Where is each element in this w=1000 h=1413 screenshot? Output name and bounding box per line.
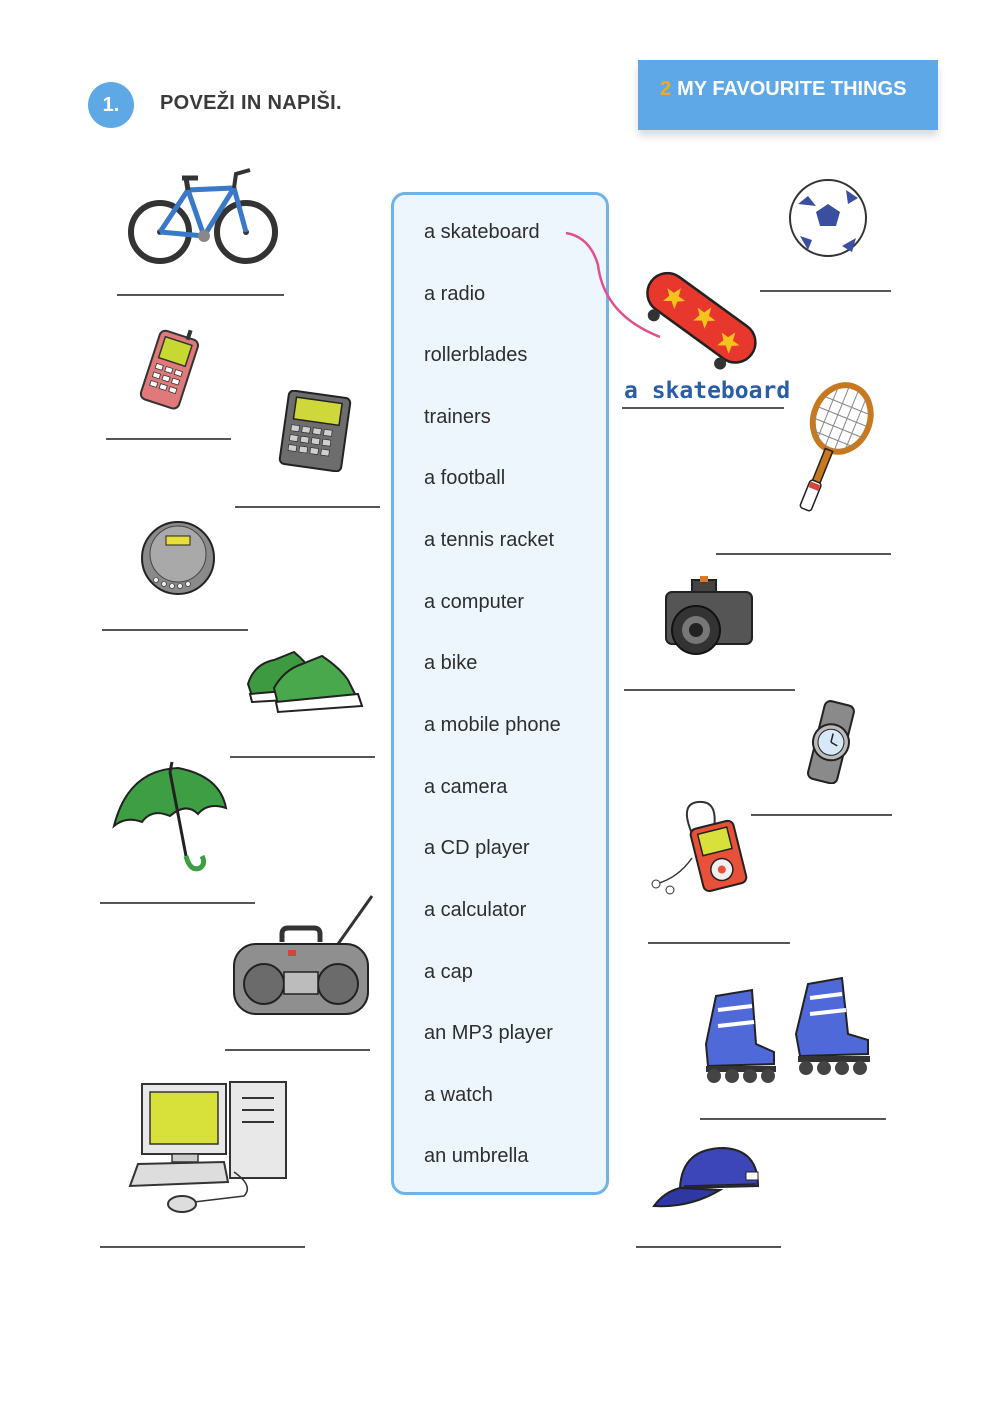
exercise-instruction: POVEŽI IN NAPIŠI.: [160, 92, 342, 114]
word-item[interactable]: an MP3 player: [424, 1022, 553, 1044]
answer-line-tennis-racket[interactable]: [716, 553, 891, 555]
banner-title: MY FAVOURITE THINGS: [677, 78, 907, 100]
trainers-picture: [244, 644, 366, 718]
answer-line-computer[interactable]: [100, 1246, 305, 1248]
answer-line-mp3-player[interactable]: [648, 942, 790, 944]
answer-line-radio[interactable]: [225, 1049, 370, 1051]
word-item[interactable]: a CD player: [424, 837, 530, 859]
answer-line-rollerblades[interactable]: [700, 1118, 886, 1120]
answer-line-football[interactable]: [760, 290, 891, 292]
camera-picture: [662, 574, 756, 658]
banner-text: [660, 78, 906, 101]
umbrella-picture: [108, 760, 232, 878]
word-item[interactable]: a mobile phone: [424, 714, 561, 736]
calculator-picture: [276, 390, 354, 472]
word-item[interactable]: a calculator: [424, 899, 527, 921]
mp3-player-picture: [648, 798, 752, 902]
exercise-number: 1.: [88, 82, 134, 128]
word-item[interactable]: rollerblades: [424, 344, 528, 366]
word-item[interactable]: trainers: [424, 406, 491, 428]
word-item[interactable]: an umbrella: [424, 1145, 529, 1167]
word-item[interactable]: a tennis racket: [424, 529, 555, 551]
banner-number: 2: [660, 78, 672, 100]
answer-line-trainers[interactable]: [230, 756, 375, 758]
word-item[interactable]: a computer: [424, 591, 525, 613]
bike-picture: [126, 160, 281, 270]
watch-picture: [794, 700, 866, 784]
example-answer: a skateboard: [624, 378, 791, 404]
cap-picture: [650, 1142, 764, 1214]
answer-line-mobile-phone[interactable]: [106, 438, 231, 440]
word-item[interactable]: a camera: [424, 776, 508, 798]
answer-line-camera[interactable]: [624, 689, 795, 691]
tennis-racket-picture: [784, 378, 874, 522]
word-item[interactable]: a skateboard: [424, 221, 540, 243]
unit-banner: [638, 60, 938, 130]
answer-line-bike[interactable]: [117, 294, 284, 296]
answer-line-skateboard: [622, 407, 784, 409]
skateboard-picture: [634, 262, 770, 372]
computer-picture: [124, 1076, 292, 1216]
word-item[interactable]: a football: [424, 467, 506, 489]
answer-line-cap[interactable]: [636, 1246, 781, 1248]
football-picture: [786, 176, 870, 260]
answer-line-calculator[interactable]: [235, 506, 380, 508]
word-item[interactable]: a bike: [424, 652, 478, 674]
word-item[interactable]: a radio: [424, 283, 486, 305]
answer-line-cd-player[interactable]: [102, 629, 248, 631]
cd-player-picture: [136, 514, 220, 596]
answer-line-watch[interactable]: [751, 814, 892, 816]
radio-picture: [228, 894, 374, 1020]
rollerblades-picture: [700, 974, 876, 1086]
word-item[interactable]: a cap: [424, 961, 473, 983]
mobile-phone-picture: [136, 326, 206, 411]
word-item[interactable]: a watch: [424, 1084, 493, 1106]
